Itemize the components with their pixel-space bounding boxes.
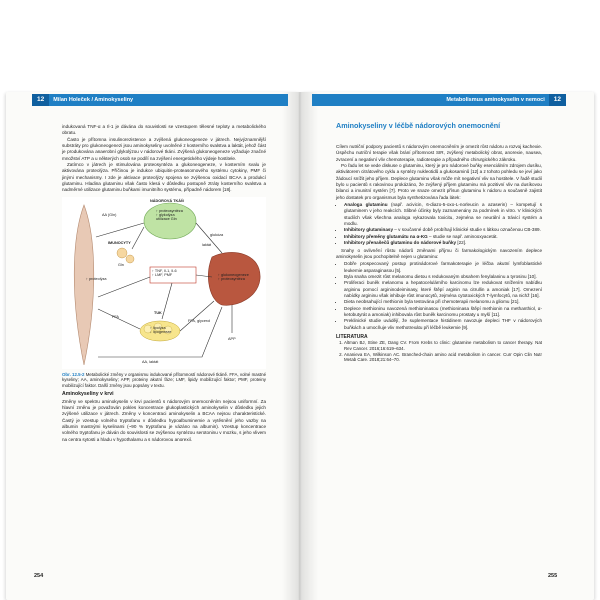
figure-label-laktat: laktát xyxy=(202,242,212,247)
references-list xyxy=(336,340,542,363)
figure-label-tumor-box: ↑ proteosyntéza ↑ glykolýza utilizace Gln xyxy=(156,208,183,222)
inhibitor-item-text: – studie se např. aminooxyacetát. xyxy=(427,233,498,239)
immunocyte-1 xyxy=(117,248,127,258)
blood-paragraph: Změny ve spektru aminokyselin v krvi pacientů s nádorovým onemocněním nejsou uniformní. Za hlavní změnu je považován pokles koncentrace glukoplastických aminokyselin v důsledku jejich zvýšené utilizace v játrech. Změny v koncentraci aminokyselin a BCAA nejsou charakteristické. Častý je vzestup volného tryptofanu v důsledku hypoalbuminemie a vytěsnění jeho vazby na albumin mastnými kyselinami (~90 % tryptofanu je vázáno na albumin). Vzestup koncentrace volného tryptofanu je dáván do souvislosti se zvýšenou syntézou serotoninu v mozku, s jeho vlivem na centra sytosti a hladu v hypothalamu a s nádorovou anorexií. xyxy=(62,398,266,442)
immunocyte-2 xyxy=(126,255,134,263)
figure-label-ffa-glycerol: FFA, glycerol xyxy=(188,318,211,323)
figure-label-app: APP xyxy=(228,336,236,341)
caption-label: Obr. 12.5-2 xyxy=(62,371,85,377)
depletion-item: • Proliferaci buněk melanomu a hepatocelulárního karcinomu lze redukovat snížením nabídku argininu pomocí argininodeiminasy, které štěpí arginin na citrullin a amoniak [17]. Omezení nabídky argininu však inhibuje růst imunocytů, zejména cytotoxických T-lymfocytů, na nichž [16]. xyxy=(344,280,542,299)
inhibitor-item xyxy=(344,202,542,227)
left-paragraph-1: indukovaná TNF-α a Il-1 je dávána do souvislosti se vzestupem tělesné teploty a metabolického obratu. xyxy=(62,124,266,136)
depletion-item: • Deplece methioninu navozená methioninasou (methioninasa štěpí methionin na methanthiol, α-ketobutyrát a amoniak) inhibovala růst buněk karcinomu prostaty u myší [11]. xyxy=(344,306,542,319)
figure-label-ffa: FFA xyxy=(112,314,119,319)
inhibitor-item-bold: Inhibitory přeměny glutamátu na α-KG xyxy=(344,233,428,239)
figure-label-liver: ↑ glukoneogeneze ↑ proteosyntéza xyxy=(218,272,249,282)
figure-label-glukoza: glukóza xyxy=(210,232,224,237)
figure-label-cytokines: ↑ TNF, Il-1, Il-6 ↑ LMF, PMF xyxy=(152,268,177,278)
subsection-title: Aminokyseliny v krvi xyxy=(62,391,114,398)
figure-label-aa-gln: AA (Gln) xyxy=(102,212,117,217)
left-header-title: Milan Holeček / Aminokyseliny xyxy=(53,97,134,103)
inhibitor-item-text: – v současné době probíhají klinické studie s látkou označenou CB-389. xyxy=(393,227,541,233)
inhibitor-item-bold: Analoga glutaminu xyxy=(344,202,388,208)
right-header-page-number: 12 xyxy=(549,94,566,106)
right-folio: 255 xyxy=(548,573,558,579)
figure-label-tumor: NÁDOROVÁ TKÁŇ xyxy=(150,198,184,203)
figure-label-aa-laktat: AA, laktát xyxy=(142,359,159,364)
right-intro: Cílem nutriční podpory pacientů s nádorovým onemocněním je omezit růst nádoru a rozvoj kachexie. Úspěchu nutriční terapie však brání přítomnost SIR, zvýšený metabolický obrat, anorexie, nausea, zvracení a negativní vliv chemoterapie, radioterapie a případného chirurgického zákroku. xyxy=(336,144,542,162)
depletion-item: • Preklinické studie uvádějí, že suplementace histidinem navozuje depleci THF v nádorových buňkách a umocňuje vliv methotrexátu při léčbě leukemie [9]. xyxy=(344,318,542,331)
inhibitor-item-text: [22]. xyxy=(456,240,467,246)
depletion-item: • Dobře prospecovaný postup protinádorové farmakoterapie je léčba akutní lymfoblastické leukemie asparaginasou [5]. xyxy=(344,261,542,274)
inhibitor-list xyxy=(336,202,542,246)
inhibitor-item-text: (např. acivicin, 6-diazo-5-oxo-L-norleucin a azaserin) – kompetují s glutaminem v jeho reakcích. Slibné účinky byly zaznamenány za podmínek in vitro. V klinických studiích však všechna analoga vykazovala toxicitu, zejména se neurální a trávicí systém a modlu. xyxy=(344,202,542,227)
depletion-item: • Dieta neobsahující methionin byla testována při chemoterapii melanomu a gliomu [21]. xyxy=(344,299,542,305)
figure-diagram xyxy=(62,197,266,369)
muscle-shape xyxy=(74,205,94,365)
right-header-title: Metabolismus aminokyselin v nemoci xyxy=(446,97,545,103)
left-header-page-number: 12 xyxy=(32,94,49,106)
right-paragraph-3: Snahy o ovlivnění růstu nádorů změnami příjmu či farmakologickým navozením deplece aminokyselin jsou pochopitelně nejen u glutaminu: xyxy=(336,247,542,259)
metabolic-figure xyxy=(62,197,266,369)
left-paragraph-3: Zatímco v játrech je stimulována proteosyntéza a glukoneogeneze, v kosterním svalu je aktivována proteolýza. Příčinou je indukce ubiquitin-proteasomového systému cytokiny, PMF či jinými mechanismy. I zde je aktivace proteolýzy spojena se zvýšenou oxidací BCAA a produkcí glutaminu. Hladina glutaminu však často klesá v důsledku postupně ztráty kosterního svalstva a nadměrné utilizace glutaminu buňkami imunitního systému, případně nádorem [18]. xyxy=(62,162,266,193)
section-title: Aminokyseliny v léčbě nádorových onemocnění xyxy=(336,121,501,130)
inhibitor-item xyxy=(344,240,542,246)
depletion-item: • Byla snaha omezit růst melanomu dietou s redukovaným obsahem fenylalaninu a tyrosinu [10]. xyxy=(344,274,542,280)
reference-item: 2. Ananieva EA, Wilkinson AC. Branched-chain amino acid metabolism in cancer. Curr Opin Clin Nutr Metab Care. 2018;21:64–70. xyxy=(344,352,542,363)
left-running-header xyxy=(32,94,288,106)
figure-label-imunocyty: IMUNOCYTY xyxy=(108,240,131,245)
inhibitor-item-bold: Inhibitory přenašečů glutaminu do nádorové buňky xyxy=(344,240,457,246)
figure-label-gln: Gln xyxy=(118,262,124,267)
right-running-header xyxy=(312,94,566,106)
figure-label-proteolyza: ↑ proteolýza xyxy=(86,276,107,281)
reference-item: 1. Altman BJ, Stine ZE, Dang CV. From Krebs to clinic: glutamine metabolism to cancer therapy. Nat Rev Cancer. 2016;16:619–634. xyxy=(344,340,542,351)
left-paragraph-2: Často je přítomna insulinorezistence a zvýšená glukoneogeneze v játrech. Nejvýznamnější substráty pro glukoneogenezi jsou aminokyseliny uvolněné z kosterního svalstva a laktát, jehož část je produkována anaerobní glykolýzou v nádorové tkáni. Zvýšená glukoneogeneze vyžaduje značné množství ATP a u některých osob se podílí na zvýšení energetického výdeje hostitele. xyxy=(62,136,266,161)
references-title: LITERATURA xyxy=(336,333,368,340)
figure-caption xyxy=(62,372,266,389)
depletion-list xyxy=(336,261,542,331)
right-text-column xyxy=(336,144,542,363)
caption-text: Metabolické změny v organismu indukované přítomností nádorové tkáně. FFA, volné mastné kyseliny; AA, aminokyseliny; APP, proteiny akutní fáze; LMF, lipidy mobilizující faktor; PMF, proteiny mobilizující faktor. Další změny jsou popsány v textu. xyxy=(62,371,267,388)
right-paragraph-2: Po řadu let se vede diskuse o glutaminu, který je pro nádorové buňky esenciálním zdrojem dusíku, aktivátorem citrátového cyklu a syntézy nukleotidů a glukosaminů [12] a z tohoto pohledu se jeví jako žádoucí snížit jeho příjem. Deplece glutaminu však může mít negativní vliv na hostitele. V řadě studií bylo u pacientů s rakovinou prokázáno, že zvýšený příjem glutaminu má pozitivní vliv na dusíkovou bilanci a imunitní systém [7]. Proto ve snaze omezit přísun glutaminu k nádoru a současně zajistit jeho dostatek pro organismus byla synthetizována řada látek: xyxy=(336,163,542,200)
left-text-column xyxy=(62,124,266,443)
left-folio: 254 xyxy=(34,573,44,579)
inhibitor-item-bold: Inhibitory glutaminasy xyxy=(344,227,394,233)
figure-label-lipolysis: ↑ lipolýza ↓ lipogeneze xyxy=(150,325,172,335)
figure-label-tuk: TUK xyxy=(154,310,162,315)
